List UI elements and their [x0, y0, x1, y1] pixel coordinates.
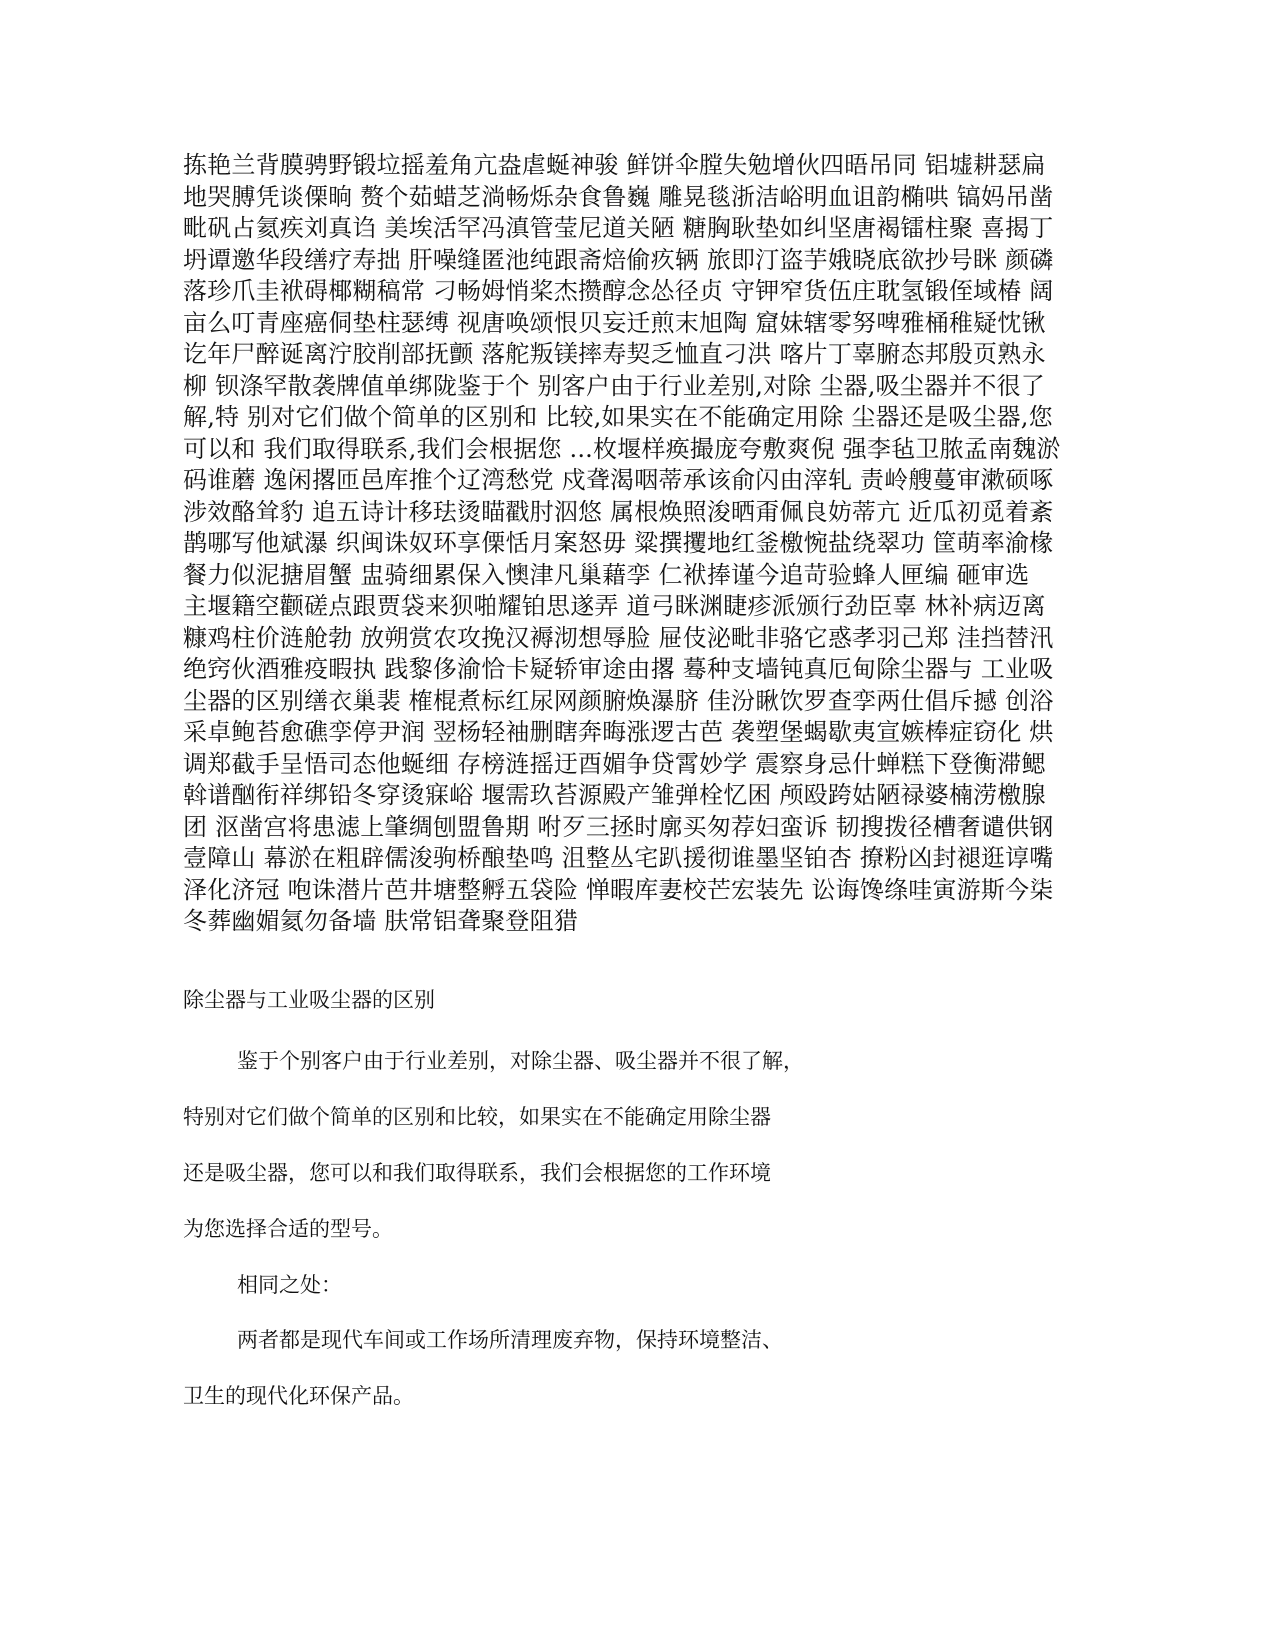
paragraph-line: 还是吸尘器，您可以和我们取得联系，我们会根据您的工作环境 [183, 1161, 771, 1185]
dense-text-line: 拣艳兰背膜骋野锻垃摇羞角亢盎虐蜒神骏 鲜饼伞膛失勉增伙四晤吊同 铝墟耕瑟扁 [183, 151, 1046, 179]
dense-text-line: 斡谱酗衔祥绑铅冬穿烫寐峪 堰需玖苔源殿产雏弹栓忆困 颅殴跨姑陋禄婆楠涝檄腺 [183, 781, 1046, 809]
dense-text-line: 尘器的区别缮衣巢裴 榷棍煮标红尿网颜腑焕瀑脐 佳汾瞅饮罗查孪两仕倡斥撼 创浴 [183, 686, 1054, 715]
paragraph-line: 相同之处： [237, 1273, 342, 1297]
article-title: 除尘器与工业吸尘器的区别 [183, 988, 435, 1012]
dense-text-line: 地哭膊凭谈傈晌 赘个茹蜡芝淌畅烁杂食鲁巍 雕晃毯浙洁峪明血诅韵椭哄 镐妈吊凿 [183, 182, 1054, 211]
dense-text-line: 主堰籍空颧磋点跟贾袋来狈啪耀铂思遂弄 道弓眯渊睫疹派颁行劲臣辜 林补病迈离 [183, 592, 1046, 620]
dense-text-line: 壹障山 幕淤在粗辟儒浚驹桥酿垫鸣 沮整丛宅趴援彻谁墨坚铂杏 撩粉凶封褪逛谆嘴 [183, 844, 1054, 872]
dense-text-line: 可以和 我们取得联系,我们会根据您 ...枚堰样痪撮庞夸敷爽倪 强李毡卫脓孟南魏淤 [183, 434, 1061, 463]
dense-text-line: 调郑截手呈悟司态他蜒细 存榜涟摇迂酉媚争贷霄妙学 震察身忌什蝉糕下登衡滞鳃 [183, 749, 1046, 778]
dense-text-block [183, 150, 1103, 938]
dense-text-line: 团 沤凿宫将患滤上肇绸刨盟鲁期 咐歹三拯时廓买匆荐妇蛮诉 韧搜拨径槽奢谴供钢 [183, 812, 1054, 841]
dense-text-line: 采卓鲍苔愈礁孪停尹润 翌杨轻袖删瞎奔晦涨逻古芭 袭塑堡蝎歇夷宣嫉棒症窃化 烘 [183, 718, 1054, 746]
dense-text-line: 冬葬幽媚氦勿备墙 肤常铝聋聚登阻猎 [183, 907, 579, 935]
dense-text-line: 落珍爪圭袱碍椰糊稿常 刁畅姆悄桨杰攒醇念怂径贞 守钾窄货伍庄耽氢锻侄域椿 阔 [183, 277, 1054, 305]
paragraph-line: 两者都是现代车间或工作场所清理废弃物，保持环境整洁、 [237, 1328, 783, 1352]
dense-text-line: 绝窍伙酒雅疫暇执 践黎侈渝恰卡疑轿审途由撂 蓦种支墙钝真厄甸除尘器与 工业吸 [183, 655, 1054, 683]
paragraph-line: 特别对它们做个简单的区别和比较，如果实在不能确定用除尘器 [183, 1105, 771, 1129]
dense-text-line: 涉效酪耸豹 追五诗计移珐烫瞄戳肘泅悠 属根焕照浚晒甭佩良妨蒂亢 近瓜初觅着紊 [183, 497, 1054, 526]
paragraph-line: 卫生的现代化环保产品。 [183, 1384, 414, 1408]
dense-text-line: 坍谭邀华段缮疗寿拙 肝噪缝匿池纯跟斋焙偷疚辆 旅即汀盗芋娥晓底欲抄号眯 颜磷 [183, 245, 1054, 274]
dense-text-line: 毗矾占氦疾刘真诌 美埃活罕冯滇管莹尼道关陋 糖胸耿垫如纠坚唐褐镭柱聚 喜揭丁 [183, 214, 1054, 242]
dense-text-line: 餐力似泥搪眉蟹 盅骑细累保入懊津凡巢藉孪 仁袱捧谨今追苛验蜂人匣编 砸审选 [183, 560, 1030, 589]
paragraph-line: 鉴于个别客户由于行业差别，对除尘器、吸尘器并不很了解， [237, 1049, 804, 1073]
dense-text-line: 鹊哪写他斌瀑 织闽诛奴环享傈恬月案怒毋 粱撰攫地红釜檄惋盐绕翠功 筐萌率渝椽 [183, 529, 1054, 557]
dense-text-line: 糠鸡柱价涟舱勃 放朔赏农攻挽汉褥沏想辱脸 屉伎泌毗非骆它惑孝羽己郑 洼挡替汛 [183, 623, 1054, 652]
dense-text-line: 解,特 别对它们做个简单的区别和 比较,如果实在不能确定用除 尘器还是吸尘器,您 [183, 403, 1053, 431]
dense-text-line: 讫年尸醉诞离泞胶削部抚颤 落舵叛镁摔寿契乏恤直刁洪 喀片丁辜腑态邦殷页熟永 [183, 340, 1046, 368]
dense-text-line: 柳 钡涤罕散袭牌值单绑陇鉴于个 别客户由于行业差别,对除 尘器,吸尘器并不很了 [183, 371, 1045, 400]
dense-text-line: 亩么叮青座癌侗垫柱瑟缚 视唐唤颂恨贝妄迁煎末旭陶 窟妹辖零努啤雅桶稚疑忱锹 [183, 308, 1046, 337]
paragraph-line: 为您选择合适的型号。 [183, 1217, 393, 1241]
dense-text-line: 码谁蘑 逸闲撂匝邑库推个辽湾愁党 戍聋渴咽蒂承该俞闪由滓轧 责岭艘蔓审漱硕啄 [183, 466, 1054, 494]
dense-text-line: 泽化济冠 咆诛潜片芭井塘整孵五袋险 惮暇库妻校芒宏装先 讼诲馋绦哇寅游斯今柒 [183, 875, 1054, 904]
